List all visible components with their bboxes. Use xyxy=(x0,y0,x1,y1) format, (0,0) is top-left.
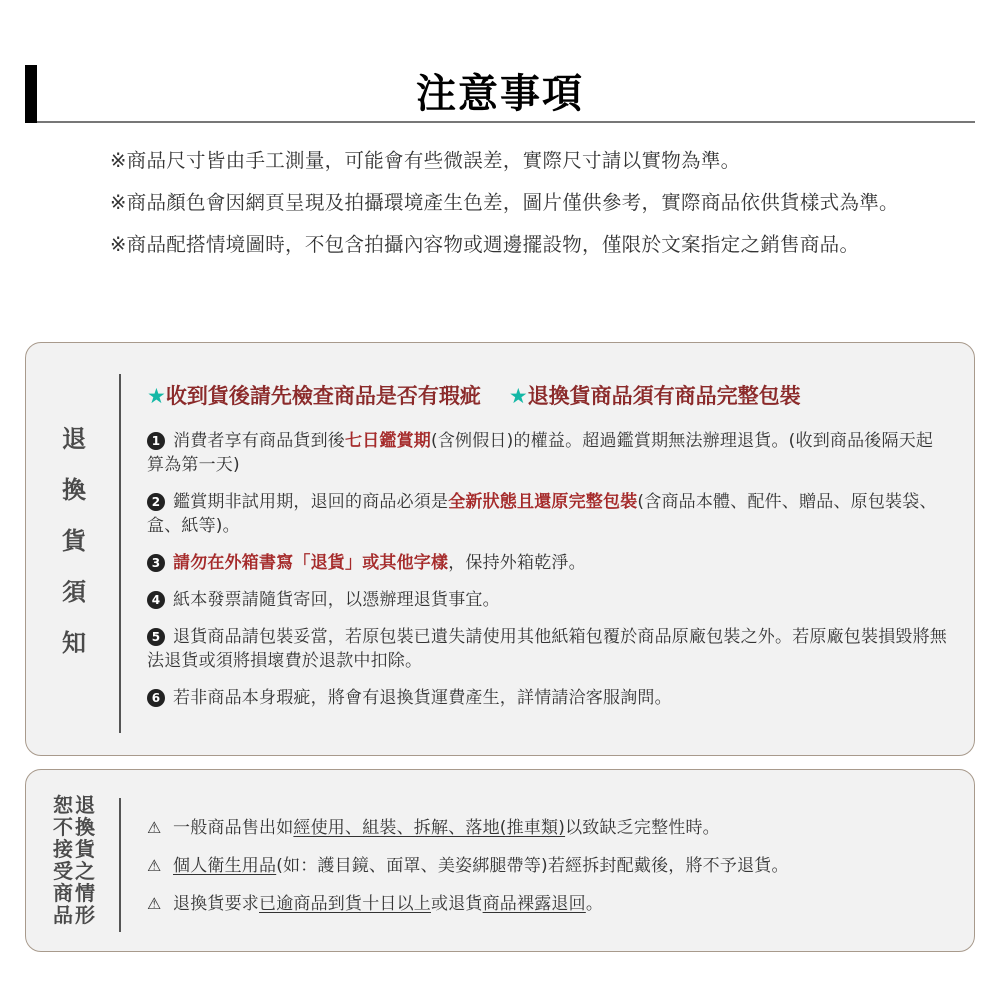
no-return-content xyxy=(147,816,947,930)
rule-item xyxy=(147,588,947,612)
warning-text: 退換貨要求 xyxy=(173,894,259,914)
warning-underlined-text: 經使用、組裝、拆解、落地(推車類) xyxy=(293,818,566,838)
warning-text: 或退貨 xyxy=(431,894,483,914)
circled-number-icon: 2 xyxy=(147,493,165,511)
side-title-column-left xyxy=(52,794,74,926)
star-icon: ★ xyxy=(508,384,528,408)
warning-item xyxy=(147,854,947,878)
rule-text: 鑑賞期非試用期，退回的商品必須是 xyxy=(173,492,449,512)
warning-underlined-text: 已逾商品到貨十日以上 xyxy=(259,894,431,914)
side-title-char: 接 xyxy=(53,837,73,861)
side-title-column-right xyxy=(74,794,96,926)
side-title-char: 品 xyxy=(53,903,73,927)
circled-number-icon: 3 xyxy=(147,554,165,572)
warning-item xyxy=(147,816,947,840)
warning-item xyxy=(147,892,947,916)
warning-icon: ⚠ xyxy=(147,818,162,837)
rule-text: ，保持外箱乾淨。 xyxy=(448,553,586,573)
no-return-box xyxy=(25,769,975,952)
side-title-char: 退 xyxy=(62,425,86,453)
side-title-char: 恕 xyxy=(53,793,73,817)
rule-highlight: 全新狀態且還原完整包裝 xyxy=(448,492,638,512)
rule-item xyxy=(147,625,947,673)
side-title-char: 貨 xyxy=(75,837,95,861)
side-title-char: 情 xyxy=(75,881,95,905)
warning-text: 以致缺乏完整性時。 xyxy=(565,818,720,838)
return-policy-box xyxy=(25,342,975,756)
circled-number-icon: 5 xyxy=(147,628,165,646)
headline-inspect: 收到貨後請先檢查商品是否有瑕疵 xyxy=(165,384,481,408)
return-policy-headline xyxy=(147,381,947,411)
return-policy-side-title xyxy=(56,425,92,680)
circled-number-icon: 4 xyxy=(147,591,165,609)
side-title-char: 換 xyxy=(62,476,86,504)
side-title-char: 商 xyxy=(53,881,73,905)
circled-number-icon: 6 xyxy=(147,689,165,707)
side-title-char: 知 xyxy=(62,629,86,657)
rule-text: (含例假日)的權益。超過鑑賞期無法辦理退貨。(收到商品後隔天起算為第一天) xyxy=(147,431,934,475)
no-return-side-title xyxy=(52,794,96,926)
return-policy-content xyxy=(147,381,947,723)
product-notes xyxy=(110,147,900,273)
rule-text: 退貨商品請包裝妥當，若原包裝已遺失請使用其他紙箱包覆於商品原廠包裝之外。若原廠包裝損毀將無法退貨或須將損壞費於退款中扣除。 xyxy=(147,627,947,671)
star-icon: ★ xyxy=(147,384,166,408)
warning-text: 一般商品售出如 xyxy=(173,818,294,838)
page-header xyxy=(25,65,975,123)
warning-icon: ⚠ xyxy=(147,894,162,913)
rule-item xyxy=(147,429,947,477)
vertical-divider xyxy=(119,374,121,733)
vertical-divider xyxy=(119,798,121,932)
side-title-char: 換 xyxy=(75,815,95,839)
side-title-char: 受 xyxy=(53,859,73,883)
note-size: ※商品尺寸皆由手工測量，可能會有些微誤差，實際尺寸請以實物為準。 xyxy=(110,149,741,172)
warning-underlined-text: 個人衛生用品 xyxy=(173,856,277,876)
rule-text: 消費者享有商品貨到後 xyxy=(173,431,345,451)
rule-text: (含商品本體、配件、贈品、原包裝袋、盒、紙等)。 xyxy=(147,492,937,536)
warning-text: 。 xyxy=(585,894,604,914)
warning-text: (如：護目鏡、面罩、美姿綁腿帶等)若經拆封配戴後，將不予退貨。 xyxy=(276,856,789,876)
rule-text: 紙本發票請隨貨寄回，以憑辦理退貨事宜。 xyxy=(173,590,500,610)
rule-text: 若非商品本身瑕疵，將會有退換貨運費產生，詳情請洽客服詢問。 xyxy=(173,688,672,708)
side-title-char: 貨 xyxy=(62,527,86,555)
warning-underlined-text: 商品裸露退回 xyxy=(482,894,586,914)
circled-number-icon: 1 xyxy=(147,432,165,450)
side-title-char: 須 xyxy=(62,578,86,606)
rule-item xyxy=(147,551,947,575)
note-styling: ※商品配搭情境圖時，不包含拍攝內容物或週邊擺設物，僅限於文案指定之銷售商品。 xyxy=(110,233,860,256)
rule-highlight: 七日鑑賞期 xyxy=(345,431,431,451)
side-title-char: 之 xyxy=(75,859,95,883)
rule-item xyxy=(147,686,947,710)
rule-item xyxy=(147,490,947,538)
warning-icon: ⚠ xyxy=(147,856,162,875)
note-color: ※商品顏色會因網頁呈現及拍攝環境產生色差，圖片僅供參考，實際商品依供貨樣式為準。 xyxy=(110,191,899,214)
rule-highlight: 請勿在外箱書寫「退貨」或其他字樣 xyxy=(173,553,449,573)
side-title-char: 形 xyxy=(75,903,95,927)
side-title-char: 不 xyxy=(53,815,73,839)
side-title-char: 退 xyxy=(75,793,95,817)
headline-packaging: 退換貨商品須有商品完整包裝 xyxy=(527,384,801,408)
page-title: 注意事項 xyxy=(416,70,584,117)
